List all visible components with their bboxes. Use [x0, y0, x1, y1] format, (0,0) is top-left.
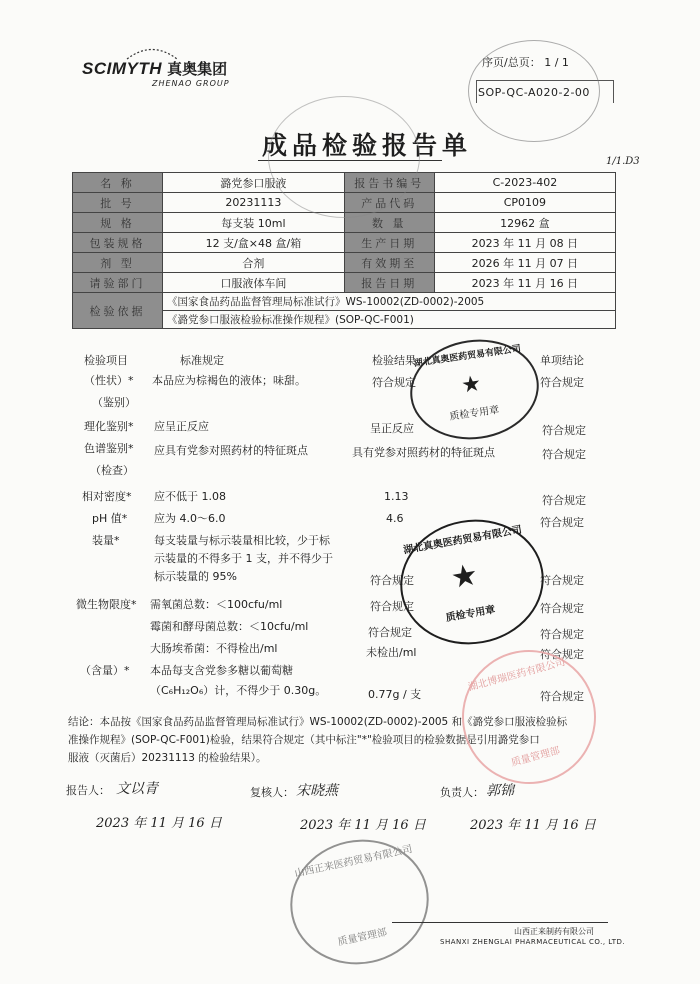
- value-cell: 口服液体车间: [163, 273, 345, 293]
- table-row: [73, 273, 616, 293]
- conclusion-line: 服液（灭菌后）20231113 的检验结果）。: [68, 752, 267, 764]
- sign-date: 2023 年 11 月 16 日: [470, 818, 596, 833]
- footer-line: [392, 922, 608, 923]
- value-cell: 2026 年 11 月 07 日: [434, 253, 615, 273]
- test-standard: 应不低于 1.08: [154, 490, 226, 503]
- test-standard: 需氧菌总数：＜100cfu/ml: [150, 598, 283, 611]
- test-result: 符合规定: [368, 626, 412, 639]
- test-standard-line: 每支装量与标示装量相比较，少于标: [154, 534, 330, 547]
- value-cell: 20231113: [163, 193, 345, 213]
- test-conclusion: 符合规定: [540, 648, 584, 661]
- test-conclusion: 符合规定: [540, 516, 584, 529]
- logo-chinese-name: 真奥集团: [167, 60, 228, 78]
- document-code: SOP-QC-A020-2-00: [478, 86, 590, 99]
- page-number: 序页/总页： 1 / 1: [482, 56, 569, 69]
- test-standard-line: 本品每支含党参多糖以葡萄糖: [150, 664, 293, 677]
- test-standard-line: 示装量的不得多于 1 支，并不得少于: [154, 552, 333, 565]
- label-cell: 有效期至: [344, 253, 434, 273]
- test-standard: 应为 4.0～6.0: [154, 512, 226, 525]
- test-item: （含量）*: [80, 664, 130, 677]
- test-standard: 大肠埃希菌：不得检出/ml: [150, 642, 278, 655]
- test-result: 1.13: [384, 490, 409, 503]
- column-header-result: 检验结果: [372, 354, 416, 367]
- basis-line: 《国家食品药品监督管理局标准试行》WS-10002(ZD-0002)-2005: [163, 293, 616, 311]
- seal-label: 质量管理部: [336, 927, 389, 949]
- test-item: （性状）*: [84, 374, 134, 387]
- test-item: 装量*: [92, 534, 120, 547]
- quality-seal-2: [390, 508, 553, 655]
- test-standard: 应具有党参对照药材的特征斑点: [154, 444, 308, 457]
- label-cell: 检验依据: [73, 293, 163, 329]
- test-standard-line: 标示装量的 95%: [154, 570, 237, 583]
- test-item: 理化鉴别*: [84, 420, 134, 433]
- reporter-signature: 文以青: [116, 781, 158, 797]
- conclusion-line: 结论：本品按《国家食品药品监督管理局标准试行》WS-10002(ZD-0002)-2005 和《潞党参口服液检验标: [68, 716, 568, 728]
- test-section: （鉴别）: [92, 396, 136, 409]
- seal-label: 质检专用章: [448, 404, 500, 423]
- company-logo: [82, 58, 230, 88]
- label-cell: 数 量: [344, 213, 434, 233]
- value-cell: 12962 盒: [434, 213, 615, 233]
- sign-date: 2023 年 11 月 16 日: [300, 818, 426, 833]
- conclusion-line: 准操作规程》(SOP-QC-F001)检验，结果符合规定（其中标注"*"检验项目的检验数据是引用潞党参口: [68, 734, 540, 746]
- seal-label: 质量管理部: [510, 745, 562, 769]
- seal-text: 湖北博瑞医药有限公司: [467, 656, 567, 694]
- quality-seal-3: [447, 635, 611, 799]
- star-icon: ★: [459, 371, 483, 399]
- test-standard-line: （C₆H₁₂O₆）计，不得少于 0.30g。: [150, 684, 327, 697]
- footer-company-en: SHANXI ZHENGLAI PHARMACEUTICAL CO., LTD.: [440, 938, 626, 946]
- label-cell: 报告日期: [344, 273, 434, 293]
- responsible-label: 负责人：: [440, 786, 484, 799]
- stamp-title-circle: [268, 96, 420, 218]
- test-conclusion: 符合规定: [542, 494, 586, 507]
- test-item: 微生物限度*: [76, 598, 137, 611]
- test-standard: 霉菌和酵母菌总数：＜10cfu/ml: [150, 620, 309, 633]
- reviewer-label: 复核人：: [250, 786, 294, 799]
- quality-seal-4: [279, 827, 441, 977]
- test-conclusion: 符合规定: [540, 690, 584, 703]
- value-cell: C-2023-402: [434, 173, 615, 193]
- test-result: 符合规定: [370, 574, 414, 587]
- value-cell: 每支装 10ml: [163, 213, 345, 233]
- seal-text: 山西正来医药贸易有限公司: [293, 844, 414, 880]
- test-conclusion: 符合规定: [542, 424, 586, 437]
- reporter-label: 报告人：: [66, 784, 110, 797]
- label-cell: 名 称: [73, 173, 163, 193]
- basis-line: 《潞党参口服液检验标准操作规程》(SOP-QC-F001): [163, 311, 616, 329]
- value-cell: CP0109: [434, 193, 615, 213]
- value-cell: 合剂: [163, 253, 345, 273]
- table-row: [73, 253, 616, 273]
- logo-mark-icon: [122, 46, 182, 60]
- value-cell: 12 支/盒×48 盒/箱: [163, 233, 345, 253]
- column-header-conclusion: 单项结论: [540, 354, 584, 367]
- logo-english-name: ZHENAO GROUP: [152, 79, 230, 88]
- footer-company-cn: 山西正来制药有限公司: [514, 927, 594, 936]
- test-conclusion: 符合规定: [540, 376, 584, 389]
- test-conclusion: 符合规定: [540, 602, 584, 615]
- column-header-item: 检验项目: [84, 354, 128, 367]
- test-result: 4.6: [386, 512, 404, 525]
- test-conclusion: 符合规定: [540, 574, 584, 587]
- test-result: 符合规定: [372, 376, 416, 389]
- test-result: 0.77g / 支: [368, 688, 422, 701]
- column-header-standard: 标准规定: [180, 354, 224, 367]
- seal-text: 湖北真奥医药贸易有限公司: [413, 344, 522, 370]
- page-title: 成品检验报告单: [262, 131, 473, 160]
- stamp-doc-circle: [468, 40, 600, 142]
- label-cell: 批 号: [73, 193, 163, 213]
- test-conclusion: 符合规定: [540, 628, 584, 641]
- label-cell: 报告书编号: [344, 173, 434, 193]
- seal-label: 质检专用章: [445, 604, 497, 624]
- label-cell: 生产日期: [344, 233, 434, 253]
- label-cell: 请验部门: [73, 273, 163, 293]
- test-result: 符合规定: [370, 600, 414, 613]
- test-item: 色谱鉴别*: [84, 442, 134, 455]
- label-cell: 规 格: [73, 213, 163, 233]
- test-conclusion: 符合规定: [542, 448, 586, 461]
- test-standard: 应呈正反应: [154, 420, 209, 433]
- quality-seal-1: [404, 332, 546, 448]
- test-standard: 本品应为棕褐色的液体；味甜。: [152, 374, 306, 387]
- test-result: 未检出/ml: [366, 646, 417, 659]
- value-cell: 潞党参口服液: [163, 173, 345, 193]
- test-item: 相对密度*: [82, 490, 132, 503]
- corner-mark: 1/1.D3: [606, 156, 640, 167]
- test-result: 呈正反应: [370, 422, 414, 435]
- table-row: [73, 293, 616, 311]
- star-icon: ★: [448, 557, 481, 597]
- reviewer-signature: 宋晓燕: [296, 783, 338, 799]
- responsible-signature: 郭锦: [486, 783, 514, 799]
- label-cell: 剂 型: [73, 253, 163, 273]
- seal-text: 湖北真奥医药贸易有限公司: [402, 524, 523, 557]
- test-result: 具有党参对照药材的特征斑点: [352, 446, 495, 459]
- label-cell: 产品代码: [344, 193, 434, 213]
- value-cell: 2023 年 11 月 08 日: [434, 233, 615, 253]
- value-cell: 2023 年 11 月 16 日: [434, 273, 615, 293]
- logo-word: SCIMYTH: [82, 59, 162, 78]
- label-cell: 包装规格: [73, 233, 163, 253]
- test-item: pH 值*: [92, 512, 128, 525]
- test-section: （检查）: [90, 464, 134, 477]
- table-row: [73, 233, 616, 253]
- sign-date: 2023 年 11 月 16 日: [96, 816, 222, 831]
